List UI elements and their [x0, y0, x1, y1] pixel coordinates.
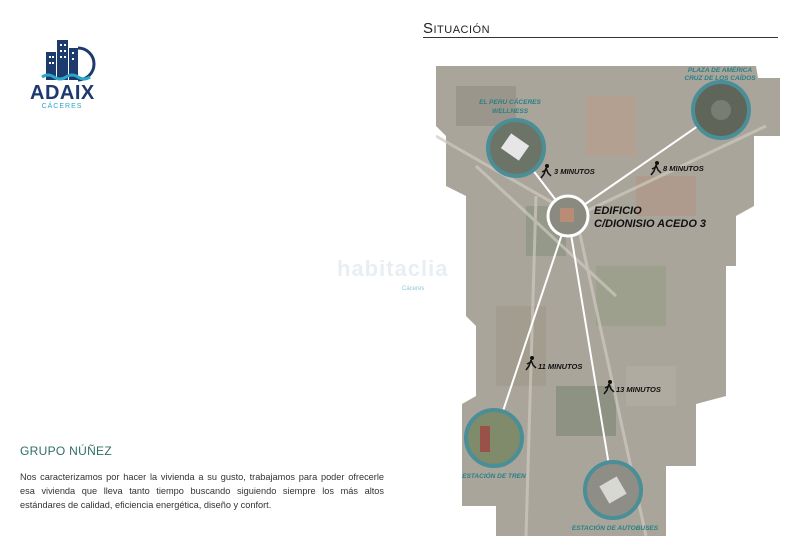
place-label-wellness-2: WELLNESS: [491, 108, 529, 115]
place-circle-wellness: [488, 120, 544, 176]
walk-time-plaza: 8 MINUTOS: [663, 164, 704, 173]
section-title: Situación: [423, 20, 491, 37]
section-divider: [423, 37, 778, 38]
group-title: GRUPO NÚÑEZ: [20, 444, 112, 458]
building-circle: [548, 196, 588, 236]
building-label-1: EDIFICIO: [594, 205, 642, 217]
place-circle-bus: [585, 462, 641, 518]
place-label-plaza: PLAZA DE AMÉRICA: [687, 67, 753, 74]
place-label-bus: ESTACIÓN DE AUTOBUSES: [571, 525, 659, 532]
watermark-sub: Cáceres: [402, 286, 425, 292]
building-label-2: C/DIONISIO ACEDO 3: [594, 218, 707, 230]
location-map: [436, 66, 780, 536]
place-label-plaza-2: CRUZ DE LOS CAÍDOS: [684, 75, 756, 82]
walk-time-bus: 13 MINUTOS: [616, 385, 661, 394]
place-circle-plaza: [693, 82, 749, 138]
brand-city: CÁCERES: [41, 103, 83, 110]
watermark-text: habitaclia: [337, 256, 449, 281]
brand-name: ADAIX: [30, 82, 95, 104]
place-circle-train: [466, 410, 522, 466]
walk-time-wellness: 3 MINUTOS: [554, 167, 595, 176]
group-description: Nos caracterizamos por hacer la vivienda a su gusto, trabajamos para poder ofrecerle esa vivienda que lleva tanto tiempo buscando siguiendo siempre los más altos estándares de calidad, eficiencia energética, diseño y confort.: [20, 472, 384, 510]
place-label-train: ESTACIÓN DE TREN: [462, 473, 526, 480]
place-label-wellness: EL PERU CÁCERES: [479, 99, 541, 106]
walk-time-train: 11 MINUTOS: [538, 362, 583, 371]
